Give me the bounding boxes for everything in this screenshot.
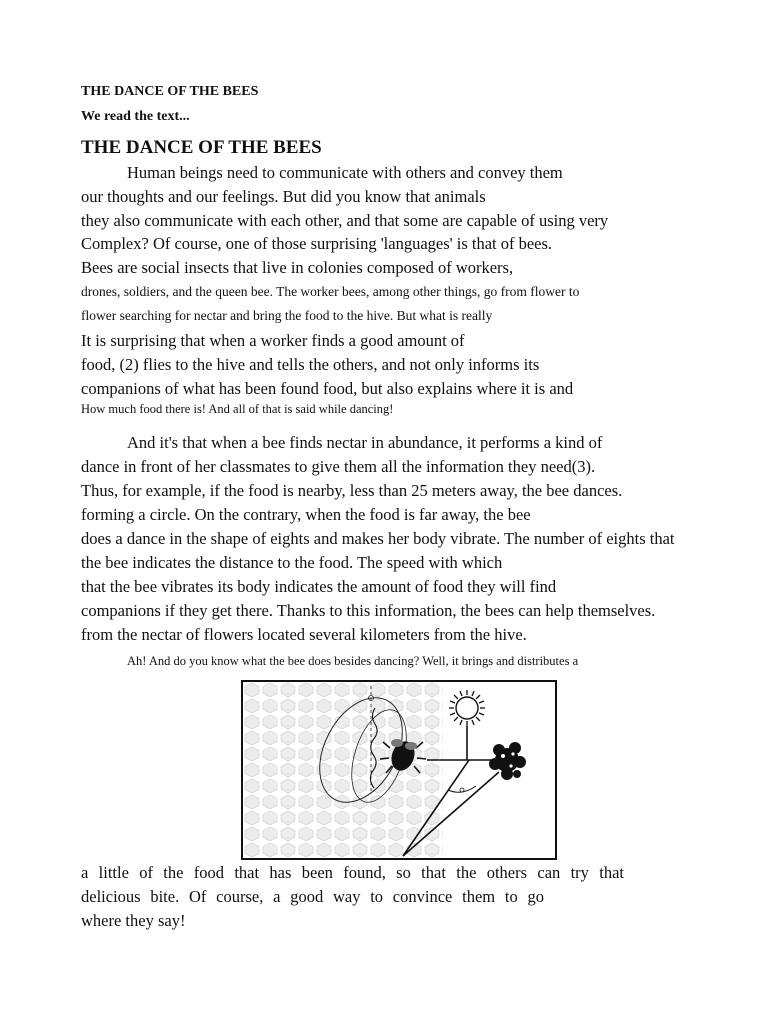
paragraph-line: flower searching for nectar and bring the food to the hive. But what is really <box>81 308 493 323</box>
paragraph-line: Bees are social insects that live in colonies composed of workers, <box>81 258 514 277</box>
sun-icon <box>449 690 485 726</box>
paragraph-line: does a dance in the shape of eights and makes her body vibrate. The number of eights that <box>81 529 675 548</box>
paragraph-line: How much food there is! And all of that is said while dancing! <box>81 402 394 416</box>
honeycomb <box>243 682 443 858</box>
paragraph-line: drones, soldiers, and the queen bee. The worker bees, among other things, go from flower to <box>81 284 580 299</box>
angle-arc <box>448 786 476 792</box>
paragraph-line: our thoughts and our feelings. But did you know that animals <box>81 187 486 206</box>
paragraph-line <box>81 889 544 906</box>
paragraph-line: forming a circle. On the contrary, when the food is far away, the bee <box>81 505 531 524</box>
paragraph-line: Complex? Of course, one of those surprising 'languages' is that of bees. <box>81 234 553 253</box>
paragraph-line: food, (2) flies to the hive and tells the others, and not only informs its <box>81 355 540 374</box>
subtitle: We read the text... <box>81 109 190 124</box>
paragraph-line: companions of what has been found food, but also explains where it is and <box>81 379 574 398</box>
paragraph-line <box>81 865 624 882</box>
paragraph-line: Thus, for example, if the food is nearby, less than 25 meters away, the bee dances. <box>81 481 623 500</box>
paragraph-line: where they say! <box>81 911 186 930</box>
bee-dance-diagram <box>243 682 555 858</box>
header-title: THE DANCE OF THE BEES <box>81 84 259 99</box>
paragraph-line: from the nectar of flowers located several kilometers from the hive. <box>81 625 527 644</box>
page-title: THE DANCE OF THE BEES <box>81 137 322 158</box>
paragraph-line: Human beings need to communicate with others and convey them <box>127 163 563 182</box>
paragraph-line: And it's that when a bee finds nectar in abundance, it performs a kind of <box>127 433 603 452</box>
paragraph-line: It is surprising that when a worker finds a good amount of <box>81 331 465 350</box>
justified-text: delicious bite. Of course, a good way to convince them to go <box>81 887 544 906</box>
justified-text: a little of the food that has been found, so that the others can try that <box>81 863 624 882</box>
paragraph-line: the bee indicates the distance to the food. The speed with which <box>81 553 503 572</box>
paragraph-line: they also communicate with each other, and that some are capable of using very <box>81 211 609 230</box>
paragraph-line: Ah! And do you know what the bee does besides dancing? Well, it brings and distributes a <box>127 654 579 668</box>
bee-dance-figure <box>241 680 557 860</box>
flower-icon <box>489 742 526 780</box>
paragraph-line: that the bee vibrates its body indicates the amount of food they will find <box>81 577 557 596</box>
paragraph-line: dance in front of her classmates to give them all the information they need(3). <box>81 457 596 476</box>
paragraph-line: companions if they get there. Thanks to this information, the bees can help themselves. <box>81 601 656 620</box>
